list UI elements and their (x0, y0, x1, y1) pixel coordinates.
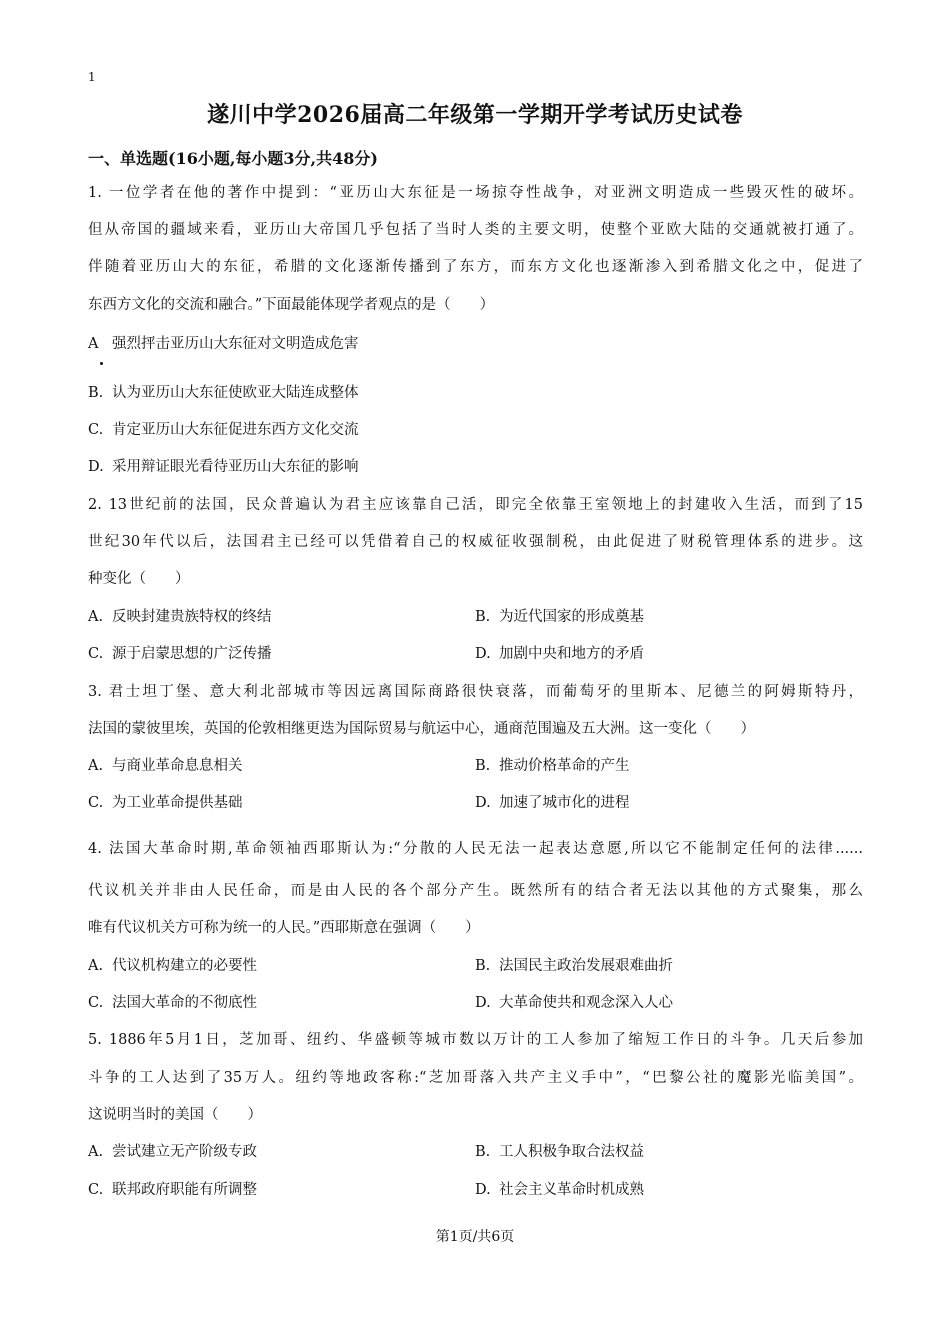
question-3-option-c (88, 796, 243, 811)
option-key: D. (475, 995, 491, 1011)
question-4-line-1: 4. 法国大革命时期,革命领袖西耶斯认为:“分散的人民无法一起表达意愿,所以它不能制定任何的法律...... (88, 841, 863, 857)
option-key: B. (475, 1144, 491, 1160)
option-text: 认为亚历山大东征使欧亚大陆连成整体 (112, 385, 359, 401)
question-5-line-1: 5. 1886年5月1日，芝加哥、纽约、华盛顿等城市数以万计的工人参加了缩短工作日的斗争。几天后参加 (88, 1032, 863, 1048)
section-heading: 一、单选题(16小题,每小题3分,共48分) (88, 149, 378, 168)
question-2-line-1: 2. 13世纪前的法国，民众普遍认为君主应该靠自己活，即完全依靠王室领地上的封建收入生活，而到了15 (88, 497, 863, 513)
option-text: 源于启蒙思想的广泛传播 (112, 646, 272, 662)
question-3-option-a (88, 759, 243, 774)
question-5-line-2: 斗争的工人达到了35万人。纽约等地政客称:“芝加哥落入共产主义手中”，“巴黎公社的魔影光临美国”。 (88, 1070, 863, 1086)
question-2-option-c (88, 647, 272, 662)
option-text: 工人积极争取合法权益 (499, 1144, 644, 1160)
option-key: C. (88, 1182, 104, 1198)
question-2-line-3: 种变化（ ） (88, 571, 190, 587)
option-key: C. (88, 795, 104, 811)
option-key: B. (475, 958, 491, 974)
option-text: 肯定亚历山大东征促进东西方文化交流 (112, 422, 359, 438)
question-3-option-b (475, 759, 630, 774)
option-key: B. (475, 609, 491, 625)
question-5-line-3: 这说明当时的美国（ ） (88, 1107, 262, 1123)
question-2-option-b (475, 610, 644, 625)
question-4-option-b (475, 959, 673, 974)
exam-title: 遂川中学2026届高二年级第一学期开学考试历史试卷 (207, 102, 743, 128)
question-4-option-a (88, 959, 257, 974)
option-text: 加剧中央和地方的矛盾 (499, 646, 644, 662)
stray-dot-mark (100, 362, 103, 365)
option-key: C. (88, 646, 104, 662)
question-2-option-a (88, 610, 272, 625)
question-1-line-2: 但从帝国的疆域来看，亚历山大帝国几乎包括了当时人类的主要文明，使整个亚欧大陆的交通就被打通了。 (88, 222, 863, 238)
option-key: B. (88, 385, 104, 401)
option-text: 联邦政府职能有所调整 (112, 1182, 257, 1198)
question-2-option-d (475, 647, 644, 662)
option-key: A. (88, 958, 104, 974)
option-text: 法国大革命的不彻底性 (112, 995, 257, 1011)
option-key: D. (475, 1182, 491, 1198)
question-3-line-1: 3. 君士坦丁堡、意大利北部城市等因远离国际商路很快衰落，而葡萄牙的里斯本、尼德兰的阿姆斯特丹， (88, 684, 863, 700)
question-5-option-b (475, 1145, 644, 1160)
question-1-option-b (88, 386, 359, 401)
option-text: 为工业革命提供基础 (112, 795, 243, 811)
option-text: 反映封建贵族特权的终结 (112, 609, 272, 625)
option-text: 采用辩证眼光看待亚历山大东征的影响 (112, 459, 359, 475)
option-key: D. (88, 459, 104, 475)
question-2-line-2: 世纪30年代以后，法国君主已经可以凭借着自己的权威征收强制税，由此促进了财税管理体系的进步。这 (88, 534, 863, 550)
question-4-line-3: 唯有代议机关方可称为统一的人民。”西耶斯意在强调（ ） (88, 920, 480, 936)
option-key: A. (88, 758, 104, 774)
option-text: 与商业革命息息相关 (112, 758, 243, 774)
question-5-option-a (88, 1145, 257, 1160)
question-4-option-d (475, 996, 673, 1011)
option-key: D. (475, 646, 491, 662)
question-1-option-c (88, 423, 359, 438)
question-5-option-d (475, 1183, 644, 1198)
option-text: 加速了城市化的进程 (499, 795, 630, 811)
option-key: C. (88, 422, 104, 438)
question-3-option-d (475, 796, 630, 811)
question-1-option-d (88, 460, 359, 475)
question-5-option-c (88, 1183, 257, 1198)
option-text: 社会主义革命时机成熟 (499, 1182, 644, 1198)
question-1-line-4: 东西方文化的交流和融合。”下面最能体现学者观点的是（ ） (88, 297, 495, 313)
option-key: A. (88, 1144, 104, 1160)
option-key: D. (475, 795, 491, 811)
option-text: 为近代国家的形成奠基 (499, 609, 644, 625)
option-text: 代议机构建立的必要性 (112, 958, 257, 974)
question-1-line-1: 1. 一位学者在他的著作中提到：“亚历山大东征是一场掠夺性战争，对亚洲文明造成一些毁灭性的破坏。 (88, 185, 863, 201)
option-text: 大革命使共和观念深入人心 (499, 995, 673, 1011)
option-key: A (88, 336, 99, 352)
option-text: 尝试建立无产阶级专政 (112, 1144, 257, 1160)
option-text: 法国民主政治发展艰难曲折 (499, 958, 673, 974)
question-4-line-2: 代议机关并非由人民任命，而是由人民的各个部分产生。既然所有的结合者无法以其他的方式聚集，那么 (88, 883, 863, 899)
question-4-option-c (88, 996, 257, 1011)
page-marker: 1 (88, 70, 96, 84)
option-key: A. (88, 609, 104, 625)
question-3-line-2: 法国的蒙彼里埃，英国的伦敦相继更迭为国际贸易与航运中心，通商范围遍及五大洲。这一变化（ ） (88, 721, 755, 737)
question-1-line-3: 伴随着亚历山大的东征，希腊的文化逐渐传播到了东方，而东方文化也逐渐渗入到希腊文化之中，促进了 (88, 259, 863, 275)
option-key: B. (475, 758, 491, 774)
option-text: 推动价格革命的产生 (499, 758, 630, 774)
page-footer: 第1页/共6页 (435, 1229, 515, 1245)
question-1-option-a (88, 337, 359, 352)
option-key: C. (88, 995, 104, 1011)
option-text: 强烈抨击亚历山大东征对文明造成危害 (112, 336, 359, 352)
